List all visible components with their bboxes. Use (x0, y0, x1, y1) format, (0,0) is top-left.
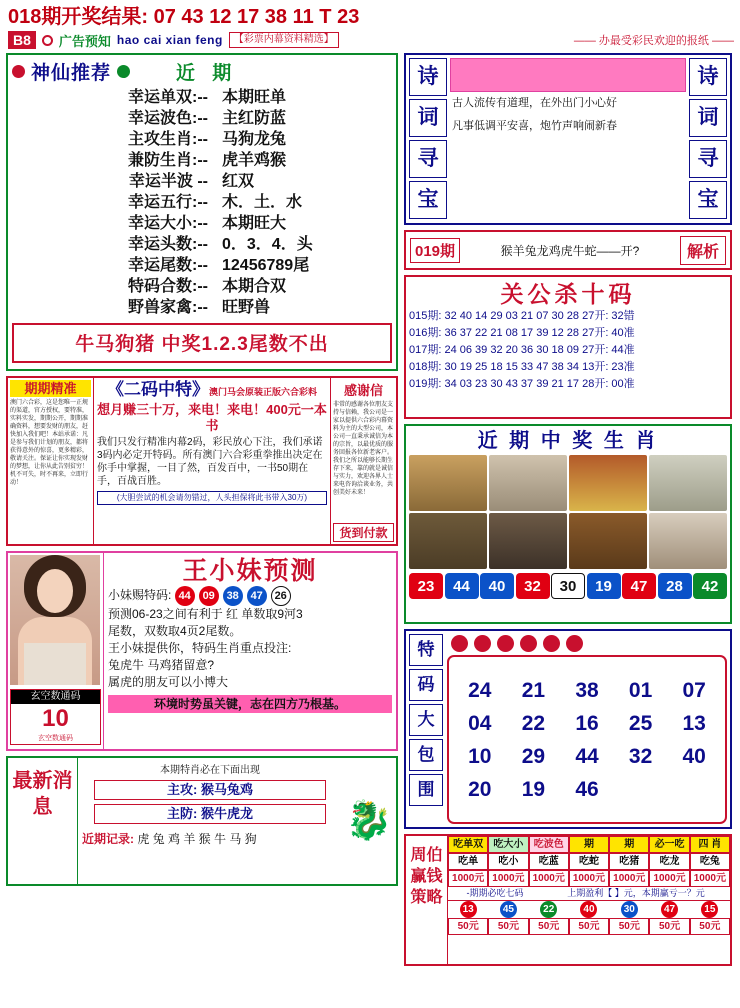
special-number: 22 (521, 711, 546, 735)
poem-char: 寻 (689, 140, 727, 178)
special-char: 围 (409, 774, 443, 806)
poem-banner (450, 58, 686, 92)
zhou-ball: 15 (701, 901, 718, 918)
two-code-body: 我们只发行精准内幕2码，彩民放心下注，我们承诺3码内必定开特码。所有澳门六合彩重拳推出决定在你手中掌握，一目了然，百发百中，一书50期在手，百战百胜。 (97, 437, 323, 487)
zhou-note-left: -期期必吃七码 (448, 887, 542, 901)
zhou-amount-small: 50元 (649, 918, 689, 935)
row-value: 马狗龙兔 (222, 131, 287, 148)
zhou-cell: 吃蓝 (529, 853, 569, 870)
zhou-cell: 吃小 (488, 853, 528, 870)
zhou-header-cell: 四 肖 (690, 836, 730, 853)
special-number: 20 (468, 777, 492, 801)
poem-char: 词 (689, 99, 727, 137)
two-code-left (8, 378, 94, 544)
dog-icon (649, 513, 727, 569)
special-number: 25 (628, 711, 653, 735)
zhou-ball-cell (448, 901, 488, 918)
zodiac-ball: 30 (551, 573, 585, 599)
zhou-title: 周伯赢钱策略 (406, 836, 448, 964)
recommend-row (12, 129, 392, 150)
news-main-label: 主攻: (167, 782, 198, 797)
zhou-note-right: 上期盈利【 】元，本期赢亏一？元 (542, 887, 730, 901)
special-char: 特 (409, 634, 443, 666)
wxm-gift-label: 小妹赐特码: (108, 588, 172, 603)
special-number: 46 (575, 777, 599, 801)
poem-char: 诗 (409, 58, 447, 96)
red-dot-icon (12, 65, 25, 78)
zhou-header-cell: 期 (569, 836, 609, 853)
news-title: 最新消息 (8, 758, 78, 884)
two-code-right (330, 378, 396, 544)
thanks-title: 感谢信 (343, 383, 383, 398)
row-key: 幸运尾数:-- (128, 257, 208, 274)
zhou-cell: 吃猪 (609, 853, 649, 870)
row-value: 本期合双 (222, 278, 287, 295)
row-value: 0．3．4．头 (222, 236, 313, 253)
zhou-amount-small: 50元 (448, 918, 488, 935)
row-key: 主攻生肖:-- (128, 131, 208, 148)
special-number: 10 (468, 744, 492, 768)
two-code-left-text: 澳门六合彩，这是您唯一正规的渠道，官方授权，要特准，实料实发，期期公开，期期准确资料，想要发财的朋友，赶快加入我们吧！本站承诺：凡是参与我们计划的朋友，都将获得意外的惊喜，更多精彩，敬请关注。保证让你实现发财的梦想，让你从此告别贫穷！机不可失，时不再来，立即行动！ (10, 400, 89, 486)
news-note: 本期特肖必在下面出现 (160, 765, 260, 776)
recommend-row (12, 192, 392, 213)
zhou-amount: 1000元 (690, 870, 730, 887)
poem-right-col (689, 58, 727, 220)
special-number (667, 773, 721, 806)
zodiac-ball: 19 (587, 573, 621, 599)
row-key: 幸运大小:-- (128, 215, 208, 232)
zhou-amount-small: 50元 (609, 918, 649, 935)
poem-line-2: 凡事低调平安喜，炮竹声响闹新春 (452, 120, 617, 132)
zhou-ball: 40 (580, 901, 597, 918)
zhou-ball: 13 (460, 901, 477, 918)
zhou-cell: 吃兔 (690, 853, 730, 870)
code-ball: 38 (223, 586, 243, 606)
news-main-value: 猴马兔鸡 (200, 782, 253, 797)
wxm-photo-col (8, 553, 104, 749)
special-number: 16 (575, 711, 599, 735)
recommend-row (12, 255, 392, 276)
zhou-ball-cell (690, 901, 730, 918)
special-char: 包 (409, 739, 443, 771)
special-number: 04 (468, 711, 492, 735)
zodiac-ball: 47 (622, 573, 656, 599)
poem-char: 宝 (689, 181, 727, 219)
two-code-title-small: 澳门马会原装正版六合彩料 (208, 387, 317, 397)
zhou-header-cell: 吃波色 (529, 836, 569, 853)
special-number: 24 (468, 678, 492, 702)
circle-icon (42, 35, 53, 46)
zhou-ball: 22 (540, 901, 557, 918)
news-record (82, 830, 338, 847)
zhou-ball-cell (609, 901, 649, 918)
special-number: 29 (521, 744, 546, 768)
news-main-row (94, 780, 326, 800)
ad-label: 广告预知 (58, 33, 111, 49)
zhou-ball-cell (569, 901, 609, 918)
row-value: 旺野兽 (222, 299, 271, 316)
recommend-row (12, 297, 392, 318)
special-right (447, 634, 727, 824)
special-char: 码 (409, 669, 443, 701)
zhou-header-cell: 吃单双 (448, 836, 488, 853)
recommend-row (12, 213, 392, 234)
red-dot-icon (520, 635, 537, 652)
row-key: 幸运单双:-- (128, 89, 208, 106)
zodiac-ball: 28 (658, 573, 692, 599)
row-key: 幸运波色:-- (128, 110, 208, 127)
row-value: 虎羊鸡猴 (222, 152, 287, 169)
row-key: 野兽家禽:-- (128, 299, 208, 316)
period-panel (404, 230, 732, 270)
two-code-left-title: 期期精准 (10, 380, 91, 397)
two-code-panel (6, 376, 398, 546)
zhou-amount: 1000元 (488, 870, 528, 887)
right-note: —— 办最受彩民欢迎的报纸 —— (573, 35, 734, 47)
left-column (6, 53, 398, 966)
green-dot-icon (117, 65, 130, 78)
row-key: 幸运头数:-- (128, 236, 208, 253)
recommend-row (12, 276, 392, 297)
special-number: 13 (682, 711, 706, 735)
special-panel (404, 629, 732, 829)
kill-row: 015期: 32 40 14 29 03 21 07 30 28 27开: 32错 (409, 310, 635, 322)
recommend-row (12, 234, 392, 255)
zhou-ball-cell (649, 901, 689, 918)
kill-row: 019期: 34 03 23 30 43 37 39 21 17 28开: 00准 (409, 378, 635, 390)
zodiac-ball: 40 (480, 573, 514, 599)
zhou-amount: 1000元 (448, 870, 488, 887)
boxed-note: 【彩票内幕资料精选】 (229, 32, 339, 48)
special-number (614, 773, 668, 806)
zhou-cell: 吃蛇 (569, 853, 609, 870)
red-dot-icon (451, 635, 468, 652)
recommend-row (12, 87, 392, 108)
news-record-label: 近期记录: (82, 832, 134, 846)
news-panel (6, 756, 398, 886)
wxm-gift-row (108, 586, 392, 606)
zodiac-ball-row (409, 573, 727, 599)
zhou-ball-cell (529, 901, 569, 918)
row-value: 本期旺单 (222, 89, 287, 106)
code-ball: 09 (199, 586, 219, 606)
two-code-mid (94, 378, 330, 544)
news-def-label: 主防: (167, 806, 198, 821)
wxm-code-list (175, 586, 291, 606)
zhou-row-5 (448, 918, 730, 935)
special-number: 21 (521, 678, 546, 702)
red-dot-icon (543, 635, 560, 652)
kill-panel (404, 275, 732, 419)
face-shape (37, 569, 73, 613)
avatar (10, 555, 100, 685)
zhou-cell: 吃单 (448, 853, 488, 870)
two-code-sub: 想月赚三十万，来电！来电！400元一本书 (97, 402, 327, 433)
zodiac-title: 近 期 中 奖 生 肖 (477, 430, 659, 452)
code-ball: 47 (247, 586, 267, 606)
page-title: 018期开奖结果: 07 43 12 17 38 11 T 23 (8, 6, 360, 28)
two-code-foot: (大胆尝试的机会请勿错过，人头担保将此书带入30万) (97, 491, 327, 505)
sub-header-bar (8, 30, 734, 50)
wxm-line-4: 兔虎牛 马鸡猪留意? (108, 658, 215, 672)
zhou-header-cell: 必一吃 (649, 836, 689, 853)
zhou-header-cell: 吃大小 (488, 836, 528, 853)
special-number: 32 (628, 744, 653, 768)
xuankong-title: 玄空数通码 (11, 690, 100, 704)
rooster-icon (569, 455, 647, 511)
code-ball: 44 (175, 586, 195, 606)
monkey-icon (409, 513, 487, 569)
zhou-amount-small: 50元 (690, 918, 730, 935)
recommend-rows (12, 87, 392, 318)
zhou-amount-small: 50元 (529, 918, 569, 935)
wxm-panel (6, 551, 398, 751)
tiger-icon (409, 455, 487, 511)
zhou-header-row (448, 836, 730, 853)
row-value: 主红防蓝 (222, 110, 287, 127)
wxm-title: 王小妹预测 (182, 557, 318, 585)
row-value: 木．土．水 (222, 194, 303, 211)
row-value: 12456789尾 (222, 257, 310, 274)
special-number: 40 (682, 744, 706, 768)
kill-row: 018期: 30 19 25 18 15 33 47 38 34 13开: 23准 (409, 361, 635, 373)
news-body (78, 758, 342, 884)
poem-line-1: 古人流传有道理，在外出门小心好 (452, 97, 617, 109)
poem-middle (450, 58, 686, 220)
xuankong-box (10, 689, 101, 745)
news-record-value: 虎 兔 鸡 羊 猴 牛 马 狗 (137, 832, 257, 846)
recommend-banner: 牛马狗猪 中奖1.2.3尾数不出 (12, 323, 392, 363)
pinyin-label: hao cai xian feng (116, 33, 223, 47)
zhou-amount: 1000元 (609, 870, 649, 887)
period-text: 猴羊兔龙鸡虎牛蛇——开? (500, 243, 640, 258)
special-number: 44 (575, 744, 599, 768)
sheep-icon (649, 455, 727, 511)
recommend-row (12, 150, 392, 171)
zhou-amount: 1000元 (569, 870, 609, 887)
analysis-button[interactable]: 解析 (680, 236, 726, 265)
zhou-ball-row (448, 901, 730, 918)
wxm-line-5: 属虎的朋友可以小博大 (108, 675, 229, 689)
wxm-line-1: 预测06-23之间有利于 红 单数取9河3 (108, 607, 303, 621)
row-key: 幸运五行:-- (128, 194, 208, 211)
recommend-panel (6, 53, 398, 371)
zhou-amount-small: 50元 (488, 918, 528, 935)
red-dot-icon (474, 635, 491, 652)
zhou-ball-cell (488, 901, 528, 918)
recommend-title: 神仙推荐 (31, 63, 112, 84)
zhou-amount: 1000元 (529, 870, 569, 887)
recommend-header (12, 58, 392, 85)
zhou-ball: 45 (500, 901, 517, 918)
zodiac-ball: 23 (409, 573, 443, 599)
zodiac-panel (404, 424, 732, 624)
poem-char: 诗 (689, 58, 727, 96)
kill-row: 016期: 36 37 22 21 08 17 39 12 28 27开: 40准 (409, 327, 635, 339)
special-number: 19 (521, 777, 546, 801)
two-code-title (97, 380, 327, 402)
news-def-value: 猴牛虎龙 (200, 806, 253, 821)
thanks-text: 非常的感谢各位朋友支持与信赖，我公司是一家以提供六合彩内幕资料为主的大型公司，本公司一直秉承诚信为本的宗旨，以最优质的服务回报各位新老客户。我们之所以能够长期生存下来，靠的就是诚信与实力，欢迎各界人士来电咨询洽谈业务，共创美好未来！ (333, 402, 394, 496)
poem-panel (404, 53, 732, 225)
cod-stamp: 货到付款 (333, 523, 394, 542)
rabbit-icon (489, 455, 567, 511)
right-column (404, 53, 732, 966)
zhou-cell: 吃龙 (649, 853, 689, 870)
zodiac-ball: 32 (516, 573, 550, 599)
main-columns (6, 53, 734, 966)
code-ball: 26 (271, 586, 291, 606)
special-number: 07 (682, 678, 706, 702)
cow-icon (489, 513, 567, 569)
row-value: 红双 (222, 173, 255, 190)
row-key: 特码合数:-- (128, 278, 208, 295)
special-dots (447, 634, 727, 655)
zhou-amount-small: 50元 (569, 918, 609, 935)
period-number: 019期 (410, 238, 460, 263)
wxm-line-2: 尾数，双数取4页2尾数。 (108, 624, 242, 638)
special-number: 38 (575, 678, 599, 702)
poem-left-col (409, 58, 447, 220)
kill-title: 关公杀十码 (500, 281, 636, 307)
kill-row: 017期: 24 06 39 32 20 36 30 18 09 27开: 44准 (409, 344, 635, 356)
special-number-grid (447, 655, 727, 824)
wxm-line-3: 王小妹提供你，特码生肖重点投注: (108, 641, 292, 655)
news-def-row (94, 804, 326, 824)
row-value: 本期旺大 (222, 215, 287, 232)
page-badge: B8 (8, 31, 36, 49)
dragon-icon: 🐉 (345, 800, 393, 842)
zhou-header-cell: 期 (609, 836, 649, 853)
zhou-ball: 30 (621, 901, 638, 918)
xuankong-value: 10 (42, 705, 69, 732)
zhou-row-2 (448, 853, 730, 870)
recommend-row (12, 108, 392, 129)
recommend-recent: 近 期 (176, 63, 238, 84)
zodiac-images (409, 455, 727, 569)
zhou-row-3 (448, 870, 730, 887)
wxm-footer: 环境时势虽关键，志在四方乃根基。 (108, 695, 392, 713)
red-dot-icon (566, 635, 583, 652)
zhou-panel (404, 834, 732, 966)
special-left-col (409, 634, 443, 824)
two-code-title-main: 《二码中特》 (106, 380, 209, 399)
red-dot-icon (497, 635, 514, 652)
zodiac-ball: 44 (445, 573, 479, 599)
zodiac-ball: 42 (693, 573, 727, 599)
zhou-ball: 47 (661, 901, 678, 918)
special-number: 01 (628, 678, 653, 702)
row-key: 兼防生肖:-- (128, 152, 208, 169)
clothing-shape (24, 643, 86, 685)
zhou-table (448, 836, 730, 964)
row-key: 幸运半波 -- (128, 173, 208, 190)
recommend-row (12, 171, 392, 192)
zhou-amount: 1000元 (649, 870, 689, 887)
xuankong-sub: 玄空数通码 (38, 735, 73, 742)
special-char: 大 (409, 704, 443, 736)
poem-char: 寻 (409, 140, 447, 178)
horse-icon (569, 513, 647, 569)
poem-char: 词 (409, 99, 447, 137)
poem-char: 宝 (409, 181, 447, 219)
wxm-main (104, 553, 396, 749)
